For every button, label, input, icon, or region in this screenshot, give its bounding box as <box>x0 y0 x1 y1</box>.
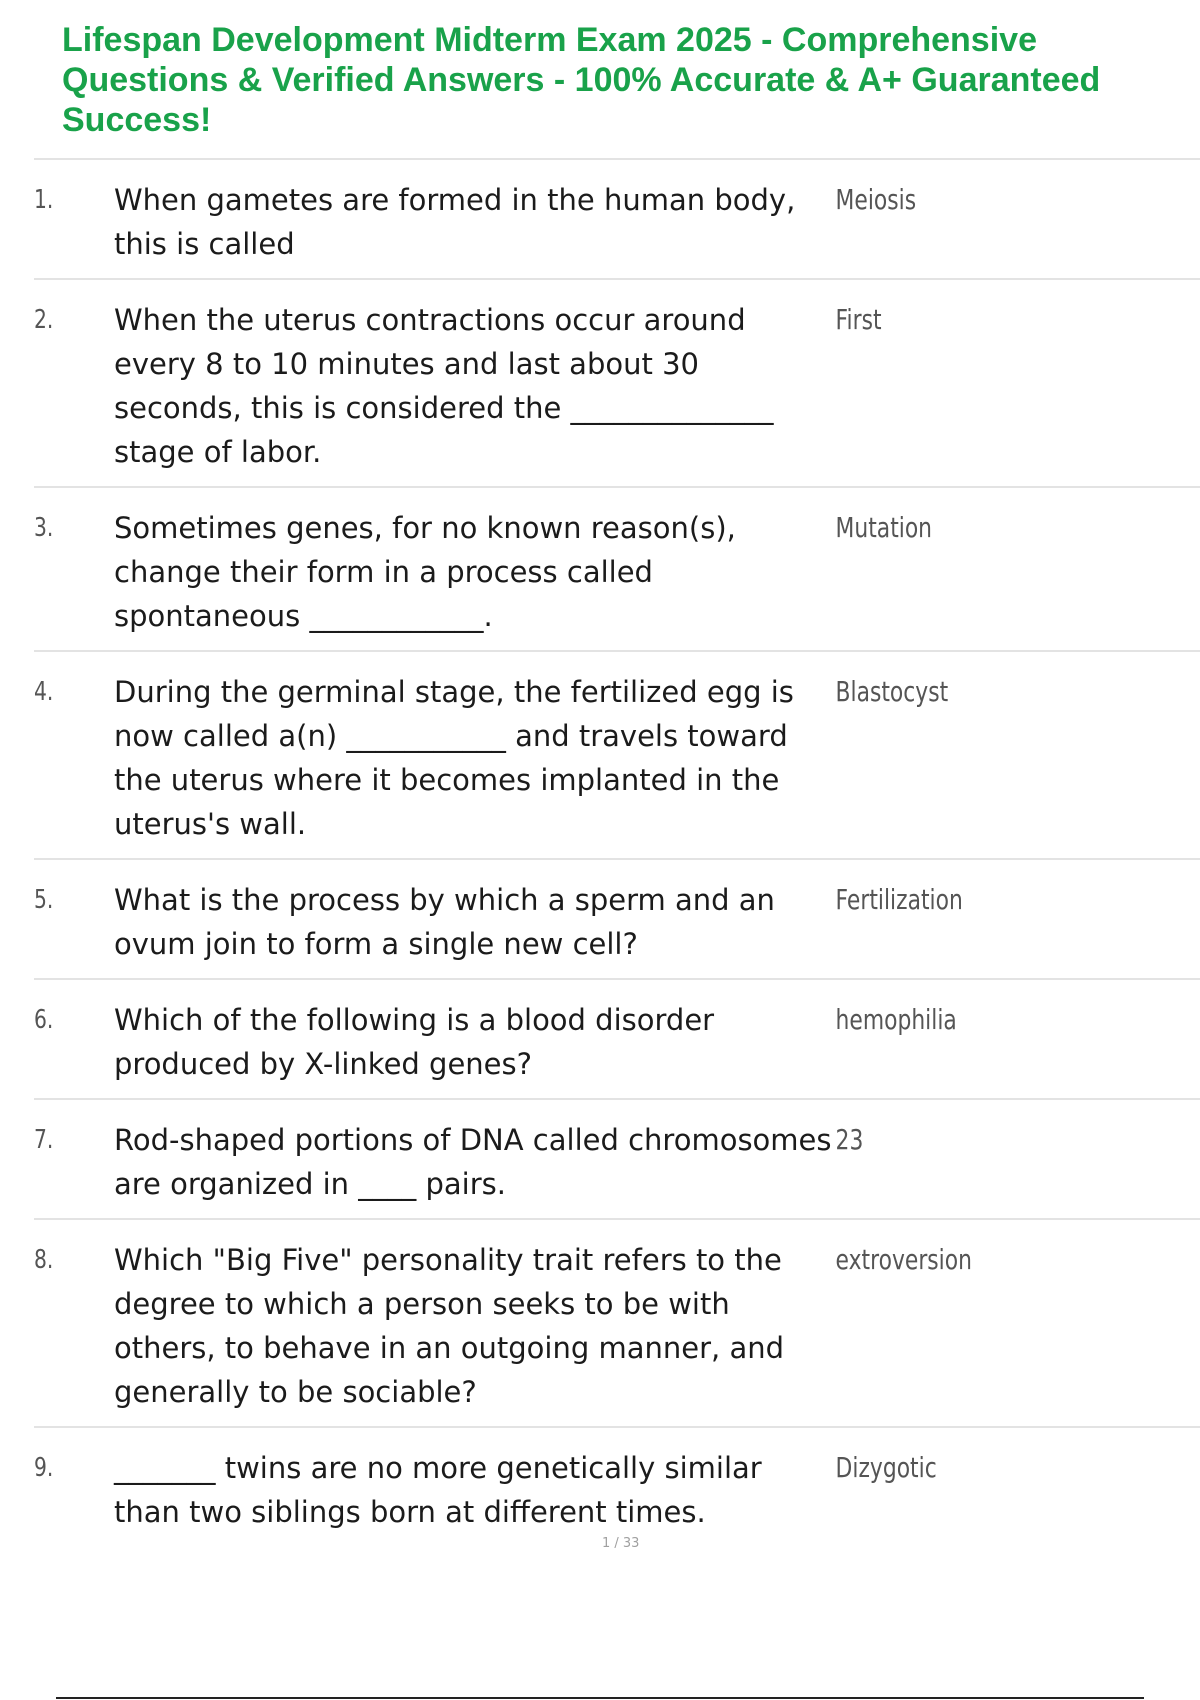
question-text: Rod-shaped portions of DNA called chromosomes are organized in ____ pairs. <box>114 1123 832 1201</box>
question-row <box>34 278 1200 486</box>
answer-text: 23 <box>835 1123 864 1156</box>
question-number: 8. <box>34 1245 54 1275</box>
question-text: _______ twins are no more genetically similar than two siblings born at different times. <box>114 1451 762 1529</box>
question-number: 1. <box>34 185 54 215</box>
question-number: 6. <box>34 1005 54 1035</box>
bottom-divider <box>56 1697 1144 1699</box>
question-row <box>34 1218 1200 1426</box>
question-row <box>34 158 1200 278</box>
answer-text: Mutation <box>835 511 933 544</box>
question-row <box>34 650 1200 858</box>
answer-text: hemophilia <box>835 1003 957 1036</box>
question-text: When gametes are formed in the human body, this is called <box>114 183 796 261</box>
question-number: 9. <box>34 1453 54 1483</box>
question-number: 2. <box>34 305 54 335</box>
question-text: Sometimes genes, for no known reason(s), change their form in a process called spontaneous ____________. <box>114 511 736 633</box>
question-row <box>34 858 1200 978</box>
question-text: During the germinal stage, the fertilized egg is now called a(n) ___________ and travels toward the uterus where it becomes implanted in the uterus's wall. <box>114 675 794 841</box>
question-row <box>34 486 1200 650</box>
question-number: 5. <box>34 885 54 915</box>
question-row <box>34 1098 1200 1218</box>
question-number: 7. <box>34 1125 54 1155</box>
question-row <box>34 1426 1200 1546</box>
answer-text: Meiosis <box>835 183 917 216</box>
question-text: Which "Big Five" personality trait refers to the degree to which a person seeks to be with others, to behave in an outgoing manner, and generally to be sociable? <box>114 1243 785 1409</box>
question-row <box>34 978 1200 1098</box>
answer-text: Fertilization <box>835 883 963 916</box>
question-number: 4. <box>34 677 54 707</box>
question-text: When the uterus contractions occur around every 8 to 10 minutes and last about 30 seconds, this is considered the ______________ stage of labor. <box>114 303 774 469</box>
answer-text: extroversion <box>835 1243 972 1276</box>
question-text: Which of the following is a blood disorder produced by X-linked genes? <box>114 1003 715 1081</box>
answer-text: First <box>835 303 882 336</box>
document-title: Lifespan Development Midterm Exam 2025 - Comprehensive Questions & Verified Answers - 100% Accurate & A+ Guaranteed Success! <box>62 21 1101 139</box>
question-number: 3. <box>34 513 54 543</box>
question-text: What is the process by which a sperm and an ovum join to form a single new cell? <box>114 883 775 961</box>
answer-text: Blastocyst <box>835 675 949 708</box>
page-indicator: 1 / 33 <box>602 1536 640 1551</box>
answer-text: Dizygotic <box>835 1451 937 1484</box>
question-list <box>34 158 1200 1546</box>
